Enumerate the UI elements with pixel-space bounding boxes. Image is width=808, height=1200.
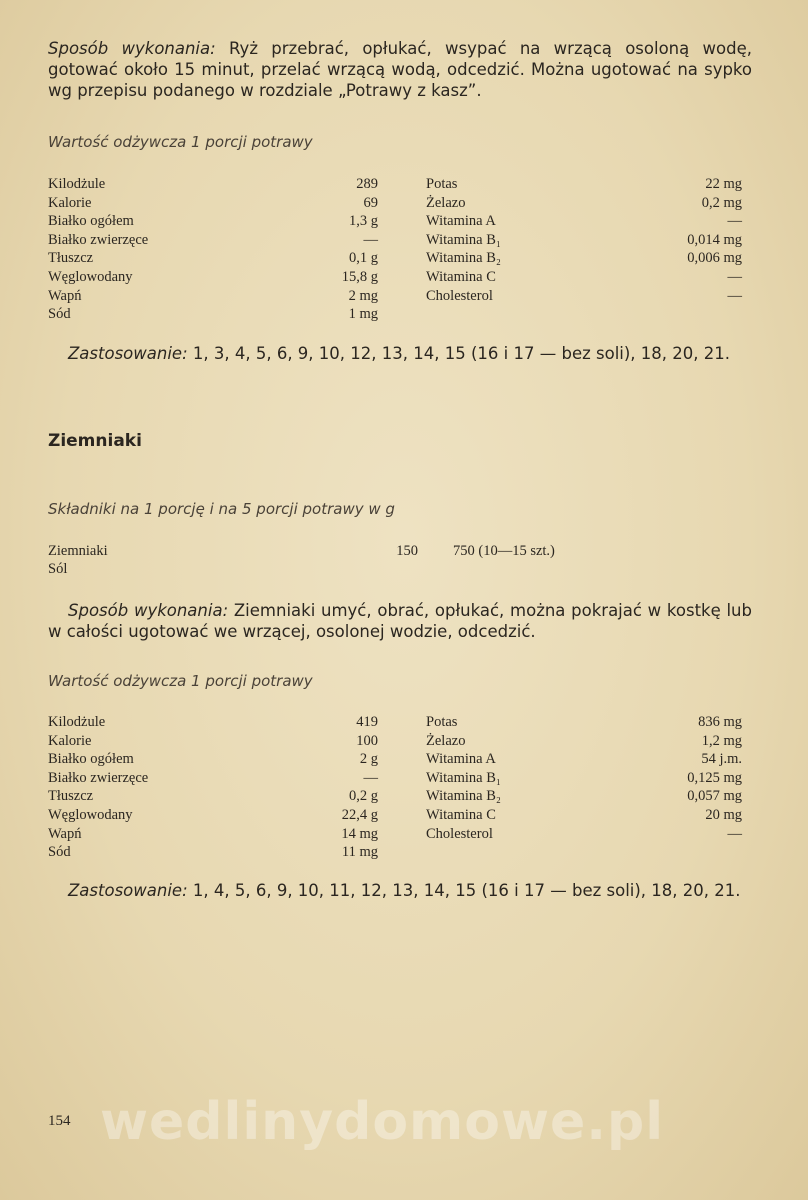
ingredient-name: Ziemniaki	[48, 543, 108, 559]
nutrient-row-left	[48, 806, 378, 824]
nutrient-value: 0,1 g	[349, 250, 378, 267]
nutrient-value: 22 mg	[705, 176, 742, 192]
method-label-2: Sposób wykonania:	[68, 601, 229, 620]
page-number: 154	[48, 1113, 71, 1129]
nutrient-name: Kalorie	[48, 732, 92, 749]
nutrient-value: —	[727, 269, 742, 285]
nutrient-value: 0,125 mg	[687, 769, 742, 786]
nutrient-value: 289	[356, 176, 378, 192]
method-paragraph-2	[48, 600, 752, 642]
nutrient-row-left	[48, 750, 378, 768]
method-label-1: Sposób wykonania:	[48, 39, 216, 58]
nutrient-value: 836 mg	[698, 714, 742, 730]
nutrient-row-right	[426, 249, 746, 267]
nutrient-value: 1,3 g	[349, 213, 378, 230]
nutrient-row-right	[426, 194, 746, 212]
nutrient-value: 14 mg	[341, 825, 378, 842]
nutrient-name: Sód	[48, 306, 71, 323]
nutrient-row-left	[48, 732, 378, 750]
nutrient-name: Białko zwierzęce	[48, 231, 149, 248]
nutrient-value: 0,2 mg	[701, 194, 742, 211]
nutrient-name: Potas	[426, 714, 458, 730]
nutrient-name: Wapń	[48, 287, 82, 304]
nutrient-name: Tłuszcz	[48, 788, 94, 805]
method-text-1: Ryż przebrać, opłukać, wsypać na wrzącą osoloną wodę, gotować około 15 minut, przelać wrzącą wodą, odcedzić. Można ugotować na sypko wg przepisu podanego w rozdziale „Potrawy z kasz”.	[48, 39, 752, 100]
nutrient-row-right	[426, 212, 746, 230]
nutrient-value: 0,2 g	[349, 788, 378, 805]
nutrient-name: Żelazo	[426, 732, 466, 749]
nutrient-row-right	[426, 732, 746, 750]
nutrient-row-left	[48, 787, 378, 805]
nutrient-row-left	[48, 769, 378, 787]
nutrient-name: Kalorie	[48, 194, 92, 211]
nutrient-name: Kilodżule	[48, 714, 106, 730]
usage-label-2: Zastosowanie:	[68, 881, 188, 900]
nutrient-name: Tłuszcz	[48, 250, 94, 267]
nutrient-row-left	[48, 268, 378, 286]
nutrient-row-right	[426, 806, 746, 824]
nutrient-value: 1,2 mg	[701, 732, 742, 749]
nutrient-value: 0,057 mg	[687, 788, 742, 805]
nutrition-title-2: Wartość odżywcza 1 porcji potrawy	[48, 672, 313, 690]
nutrient-row-right	[426, 231, 746, 249]
nutrient-value: 20 mg	[705, 807, 742, 823]
nutrient-name: Witamina B₁	[426, 769, 501, 786]
method-text-2: Ziemniaki umyć, obrać, opłukać, można pokrajać w kostkę lub w całości ugotować we wrzącej, osolonej wodzie, odcedzić.	[48, 601, 752, 641]
nutrient-value: 2 g	[359, 751, 378, 768]
usage-text-2: 1, 4, 5, 6, 9, 10, 11, 12, 13, 14, 15 (16 i 17 — bez soli), 18, 20, 21.	[187, 881, 741, 900]
usage-paragraph-2	[48, 880, 752, 901]
ingredient-qty-5: 750 (10—15 szt.)	[453, 543, 555, 559]
nutrient-row-left	[48, 175, 378, 193]
nutrient-name: Żelazo	[426, 194, 466, 211]
nutrient-row-left	[48, 825, 378, 843]
nutrient-value: —	[727, 825, 742, 842]
nutrient-name: Białko zwierzęce	[48, 769, 149, 786]
nutrient-name: Kilodżule	[48, 176, 106, 192]
nutrient-row-left	[48, 212, 378, 230]
ingredient-name: Sól	[48, 561, 68, 577]
nutrient-value: 15,8 g	[341, 269, 378, 285]
nutrient-row-right	[426, 750, 746, 768]
nutrient-name: Potas	[426, 176, 458, 192]
usage-text-1: 1, 3, 4, 5, 6, 9, 10, 12, 13, 14, 15 (16 i 17 — bez soli), 18, 20, 21.	[187, 344, 730, 363]
nutrient-name: Węglowodany	[48, 269, 133, 285]
nutrient-value: 0,006 mg	[687, 250, 742, 267]
usage-paragraph-1	[48, 343, 752, 364]
nutrient-name: Witamina A	[426, 751, 496, 768]
nutrient-row-left	[48, 249, 378, 267]
nutrient-value: —	[727, 287, 742, 304]
nutrient-value: 11 mg	[341, 844, 378, 861]
nutrient-name: Witamina A	[426, 213, 496, 230]
nutrient-name: Cholesterol	[426, 287, 493, 304]
nutrient-value: 22,4 g	[341, 807, 378, 823]
nutrition-title-1: Wartość odżywcza 1 porcji potrawy	[48, 133, 313, 151]
nutrient-name: Witamina B₂	[426, 250, 501, 267]
nutrient-row-left	[48, 843, 378, 861]
nutrient-name: Witamina C	[426, 807, 496, 823]
nutrient-name: Witamina C	[426, 269, 496, 285]
nutrient-name: Węglowodany	[48, 807, 133, 823]
nutrient-row-right	[426, 787, 746, 805]
nutrient-row-right	[426, 287, 746, 305]
nutrient-name: Witamina B₁	[426, 231, 501, 248]
nutrient-row-left	[48, 287, 378, 305]
nutrient-value: —	[727, 213, 742, 230]
nutrient-name: Białko ogółem	[48, 213, 134, 230]
nutrient-value: —	[363, 769, 378, 786]
nutrient-value: 419	[356, 714, 378, 730]
nutrient-value: 1 mg	[348, 306, 378, 323]
nutrient-value: 100	[356, 732, 378, 749]
ingredients-title: Składniki na 1 porcję i na 5 porcji potrawy w g	[48, 500, 395, 518]
usage-label-1: Zastosowanie:	[68, 344, 188, 363]
nutrient-row-right	[426, 713, 746, 731]
nutrient-row-left	[48, 305, 378, 323]
method-paragraph-1	[48, 38, 752, 101]
nutrient-name: Witamina B₂	[426, 788, 501, 805]
nutrient-row-right	[426, 825, 746, 843]
nutrient-row-right	[426, 175, 746, 193]
nutrient-name: Cholesterol	[426, 825, 493, 842]
nutrient-row-right	[426, 769, 746, 787]
nutrient-row-right	[426, 268, 746, 286]
section-title-ziemniaki: Ziemniaki	[48, 431, 142, 451]
nutrient-value: 54 j.m.	[701, 751, 742, 768]
nutrient-row-left	[48, 194, 378, 212]
watermark: wedlinydomowe.pl	[100, 1092, 665, 1152]
nutrient-row-left	[48, 713, 378, 731]
nutrient-name: Białko ogółem	[48, 751, 134, 768]
ingredient-qty-1: 150	[396, 543, 418, 559]
nutrient-row-left	[48, 231, 378, 249]
nutrient-name: Sód	[48, 844, 71, 861]
nutrient-value: 2 mg	[348, 287, 378, 304]
nutrient-value: 69	[363, 194, 378, 211]
nutrient-value: —	[363, 231, 378, 248]
nutrient-value: 0,014 mg	[687, 231, 742, 248]
nutrient-name: Wapń	[48, 825, 82, 842]
